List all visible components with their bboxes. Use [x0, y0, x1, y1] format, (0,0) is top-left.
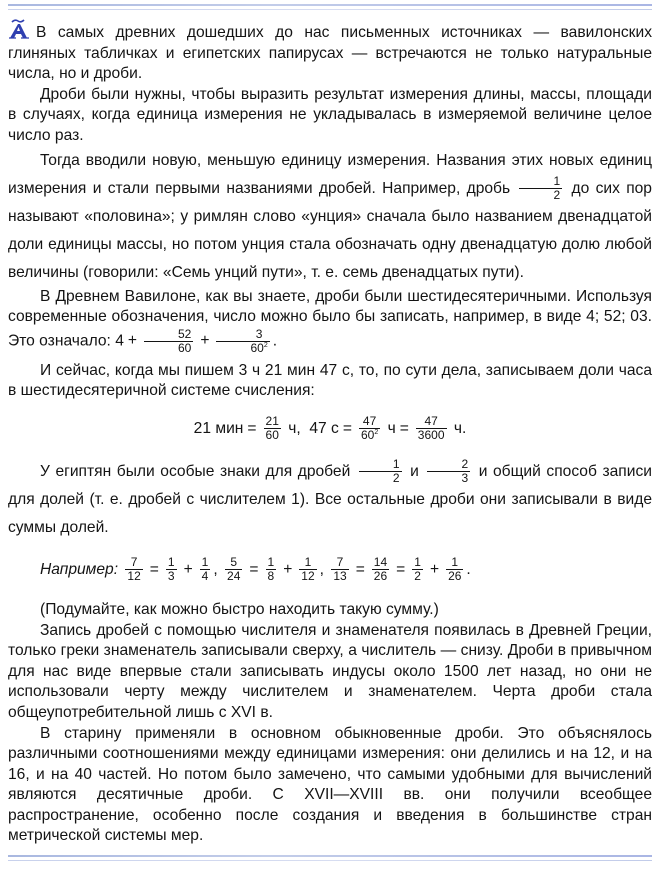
paragraph-time — [8, 361, 652, 402]
example-label: Например: — [40, 560, 119, 578]
fraction-1-12: $\frac{1}{12}$ — [301, 555, 315, 584]
example-expressions: $\frac{7}{12}$ = $\frac{1}{3}$ + $\frac{1}{4}$ , $\frac{5}{24}$ = $\frac{1}{8}$ + $\frac{1}{12}$ , $\frac{7}{13}$ = $\frac{14}{26}$ = $\frac{1}{2}$ + $\frac{1}{26}$ . — [127, 555, 471, 584]
fraction-47-3600: $\frac{47}{3600}$ — [417, 414, 445, 443]
fraction-52-60: $\frac{52}{60}$ — [144, 328, 193, 355]
fraction-1-8: $\frac{1}{8}$ — [267, 555, 275, 584]
fraction-1-2: $\frac{1}{2}$ — [414, 555, 421, 584]
fraction-1-4: $\frac{1}{4}$ — [201, 555, 209, 584]
paragraph-purpose — [8, 85, 652, 147]
equals-sign: = — [396, 560, 406, 578]
equals-sign: = — [355, 560, 365, 578]
paragraph-text: Дроби были нужны, чтобы выразить результат измерения длины, массы, площади в случаях, когда единица измерения не укладывалась в измеряемой величине целое число раз. — [8, 85, 652, 144]
plus-sign: + — [429, 560, 440, 578]
fraction-5-24: $\frac{5}{24}$ — [227, 555, 241, 584]
paragraph-text: И сейчас, когда мы пишем 3 ч 21 мин 47 с, то, по сути дела, записываем доли часа в шестидесятеричной системе счисления: — [8, 361, 652, 400]
example-unit-fractions — [8, 552, 652, 588]
paragraph-text: В Древнем Вавилоне, как вы знаете, дроби были шестидесятеричными. Используя современные обозначения, число можно было бы записать, например, в виде 4; 52; 03. Это означало: — [8, 287, 652, 350]
fraction-47-60-squared: $\frac{47}{60^2}$ — [360, 414, 379, 443]
equals-sign: = — [149, 560, 159, 578]
paragraph-text: В самых древних дошедших до нас письменных источниках — вавилонских глиняных табличках и египетских папирусах — встречаются не только натуральные числа, но и дроби. — [8, 24, 652, 83]
fraction-1-26: $\frac{1}{26}$ — [448, 555, 462, 584]
fraction-2-3: $\frac{2}{3}$ — [427, 458, 470, 485]
fraction-7-12: $\frac{7}{12}$ — [127, 555, 141, 584]
paragraph-egypt: У египтян были особые знаки для дробей $\frac{1}{2}$ и $\frac{2}{3}$ и общий способ записи для долей (т. е. дробей с числителем 1). Все остальные дроби они записывали в виде суммы долей. — [8, 457, 652, 536]
paragraph-text: В старину применяли в основном обыкновенные дроби. Это объяснялось различными соотношениями между единицами измерения: они делились и на 12, и на 16, и на 40 частей. Но потом было замечено, что самыми удобными для вычислений являются десятичные дроби. С XVII—XVIII вв. они получили всеобщее распространение, особенно после создания и введения в большинстве стран метрической системы мер. — [8, 724, 652, 845]
dropcap-letter-icon — [8, 17, 30, 39]
paragraph-names — [8, 147, 652, 287]
fraction-1-2: $\frac{1}{2}$ — [359, 458, 402, 485]
textbook-page — [8, 17, 652, 847]
paragraph-text: и общий способ записи для долей (т. е. дробей с числителем 1). Все остальные дроби они записывали в виде суммы долей. — [8, 462, 652, 536]
fraction-14-26: $\frac{14}{26}$ — [373, 555, 388, 584]
fraction-1-3: $\frac{1}{3}$ — [167, 555, 175, 584]
paragraph-text: Запись дробей с помощью числителя и знаменателя появилась в Древней Греции, только греки знаменатель записывали сверху, а числитель — снизу. Дроби в привычном для нас виде впервые стали записывать индусы около 1500 лет назад, но они не использовали черту между числителем и знаменателем. Черта дроби стала общеупотребительной лишь с XVI в. — [8, 621, 652, 721]
plus-sign: + — [283, 560, 293, 578]
paragraph-think — [8, 600, 652, 621]
paragraph-decimal — [8, 724, 652, 848]
equals-sign: = — [249, 560, 259, 578]
fraction-7-13: $\frac{7}{13}$ — [333, 555, 347, 584]
fraction-one-half: $\frac{1}{2}$ — [519, 175, 562, 202]
fraction-21-60: $\frac{21}{60}$ — [265, 414, 279, 443]
paragraph-text: Тогда вводили новую, меньшую единицу измерения. Названия этих новых единиц измерения и стали первыми названиями дробей. Например, дробь — [8, 151, 652, 197]
paragraph-text: (Подумайте, как можно быстро находить такую сумму.) — [40, 600, 439, 618]
fraction-3-60-squared: $\frac{3}{60^2}$ — [216, 328, 269, 355]
formula-time-conversion: 21 мин = $\frac{21}{60}$ ч, 47 с = $\frac{47}{60^2}$ ч = $\frac{47}{3600}$ ч. — [193, 414, 467, 443]
plus-sign: + — [183, 560, 193, 578]
paragraph-intro — [8, 17, 652, 85]
paragraph-text: до сих пор называют «половина»; у римлян слово «унция» сначала было названием двенадцатой доли единицы массы, но потом унция стала обозначать одну двенадцатую долю любой величины (говорили: «Семь унций пути», т. е. семь двенадцатых пути). — [8, 179, 652, 281]
paragraph-greece — [8, 621, 652, 724]
paragraph-babylon: В Древнем Вавилоне, как вы знаете, дроби были шестидесятеричными. Используя современные обозначения, число можно было бы записать, например, в виде 4; 52; 03. Это означало: 4 + $\frac{52}{60}$ + $\frac{3}{60^2}$ . — [8, 287, 652, 355]
paragraph-text: У египтян были особые знаки для дробей — [40, 462, 351, 480]
